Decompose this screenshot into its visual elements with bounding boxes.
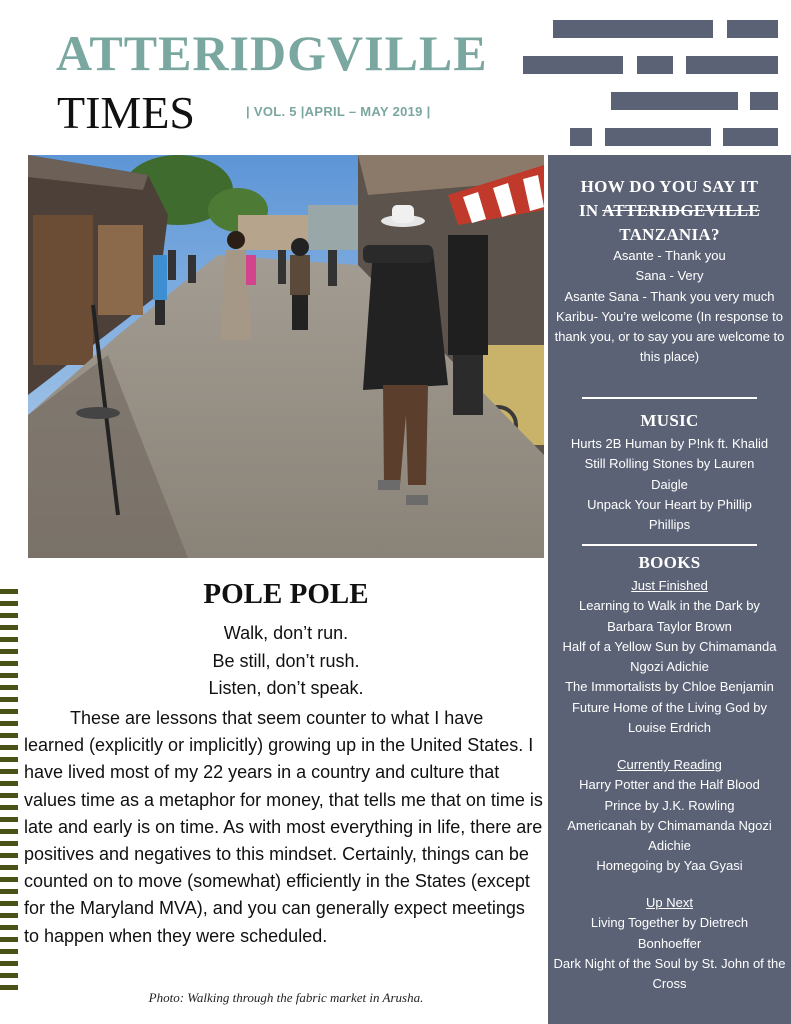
phrase-item: Karibu- You’re welcome (In response to thank you, or to say you are welcome to this place) [554, 308, 785, 365]
dash [0, 769, 18, 774]
phrases-heading-prefix: IN [579, 201, 603, 220]
dash [0, 745, 18, 750]
dash [0, 829, 18, 834]
phrase-item: Asante Sana - Thank you very much [564, 288, 775, 304]
dash [0, 757, 18, 762]
photo-caption: Photo: Walking through the fabric market in Arusha. [148, 990, 424, 1005]
music-item: Still Rolling Stones by Lauren Daigle [584, 456, 755, 492]
dash [0, 853, 18, 858]
deco-bar [637, 56, 673, 74]
dash [0, 937, 18, 942]
dash [0, 709, 18, 714]
dash [0, 985, 18, 990]
dash [0, 625, 18, 630]
dash [0, 673, 18, 678]
deco-bar [686, 56, 778, 74]
book-item: Learning to Walk in the Dark by Barbara Taylor Brown [579, 598, 760, 634]
books-heading: BOOKS [638, 553, 701, 572]
book-item: Living Together by Dietrech Bonhoeffer [590, 915, 749, 951]
section-divider [582, 397, 757, 399]
issue-volume: | VOL. 5 |APRIL – MAY 2019 | [246, 104, 431, 119]
deco-bar [605, 128, 711, 146]
book-item: Harry Potter and the Half Blood Prince by J.K. Rowling [579, 777, 760, 813]
book-item: Dark Night of the Soul by St. John of the Cross [553, 955, 786, 992]
market-photo [28, 155, 544, 558]
phrases-heading-line3: TANZANIA? [619, 225, 720, 244]
masthead-subtitle: TIMES [57, 87, 195, 138]
book-item: Americanah by Chimamanda Ngozi Adichie [567, 817, 772, 854]
dash [0, 697, 18, 702]
dash [0, 925, 18, 930]
book-item: Future Home of the Living God by Louise Erdrich [571, 699, 768, 736]
just-finished-list [554, 576, 785, 738]
intro-line: Be still, don’t rush. [212, 650, 360, 671]
dash [0, 889, 18, 894]
dash [0, 901, 18, 906]
deco-bar [727, 20, 778, 38]
up-next-list [554, 893, 785, 994]
music-list [554, 434, 785, 535]
intro-line: Listen, don’t speak. [208, 678, 364, 698]
deco-bar [750, 92, 778, 110]
article-body [24, 705, 544, 950]
dash [0, 601, 18, 606]
dash [0, 649, 18, 654]
phrase-item: Asante - Thank you [613, 248, 726, 263]
struck-word: ATTERIDGEVILLE [602, 201, 760, 220]
dash [0, 589, 18, 594]
dash [0, 793, 18, 798]
dash [0, 841, 18, 846]
dash [0, 637, 18, 642]
currently-reading-heading: Currently Reading [617, 757, 722, 772]
music-item: Unpack Your Heart by Phillip Phillips [587, 496, 752, 533]
book-item: Half of a Yellow Sun by Chimamanda Ngozi Adichie [562, 638, 777, 675]
market-street-illustration [28, 155, 544, 558]
article-paragraph: These are lessons that seem counter to what I have learned (explicitly or implicitly) growing up in the United States. I have lived most of my 22 years in a country and culture that values time as a metaphor for money, that tells me that on time is late and early is on time. As with most everything in life, there are positives and negatives to this mindset. Certainly, things can be counted on to move (somewhat) efficiently in the States (except for the Maryland MVA), and you can generally expect meetings to happen when they were scheduled. [24, 708, 543, 946]
currently-reading-list [554, 755, 785, 877]
deco-bar [611, 92, 738, 110]
phrases-heading-line1: HOW DO YOU SAY IT [580, 177, 759, 196]
dash [0, 685, 18, 690]
deco-bar [553, 20, 713, 38]
decorative-dashes [0, 589, 18, 989]
dash [0, 973, 18, 978]
deco-bar [523, 56, 623, 74]
intro-line: Walk, don’t run. [223, 623, 349, 643]
dash [0, 877, 18, 882]
dash [0, 817, 18, 822]
music-item: Hurts 2B Human by P!nk ft. Khalid [570, 436, 769, 451]
music-heading: MUSIC [640, 411, 699, 430]
just-finished-heading: Just Finished [631, 578, 708, 593]
section-divider [582, 544, 757, 546]
deco-bar [723, 128, 778, 146]
dash [0, 661, 18, 666]
dash [0, 733, 18, 738]
masthead-title: ATTERIDGVILLE [56, 25, 488, 81]
dash [0, 865, 18, 870]
dash [0, 781, 18, 786]
dash [0, 949, 18, 954]
phrase-item: Sana - Very [635, 268, 704, 284]
article-headline: POLE POLE [203, 578, 369, 610]
book-item: The Immortalists by Chloe Benjamin [565, 679, 774, 695]
dash [0, 721, 18, 726]
dash [0, 913, 18, 918]
book-item: Homegoing by Yaa Gyasi [596, 858, 743, 874]
dash [0, 961, 18, 966]
up-next-heading: Up Next [646, 895, 693, 910]
deco-bar [570, 128, 592, 146]
phrases-heading [548, 175, 791, 247]
article-intro-lines [28, 620, 544, 703]
phrase-list [554, 246, 785, 368]
sidebar [548, 155, 791, 1024]
dash [0, 613, 18, 618]
dash [0, 805, 18, 810]
phrases-heading-line2 [548, 199, 791, 223]
